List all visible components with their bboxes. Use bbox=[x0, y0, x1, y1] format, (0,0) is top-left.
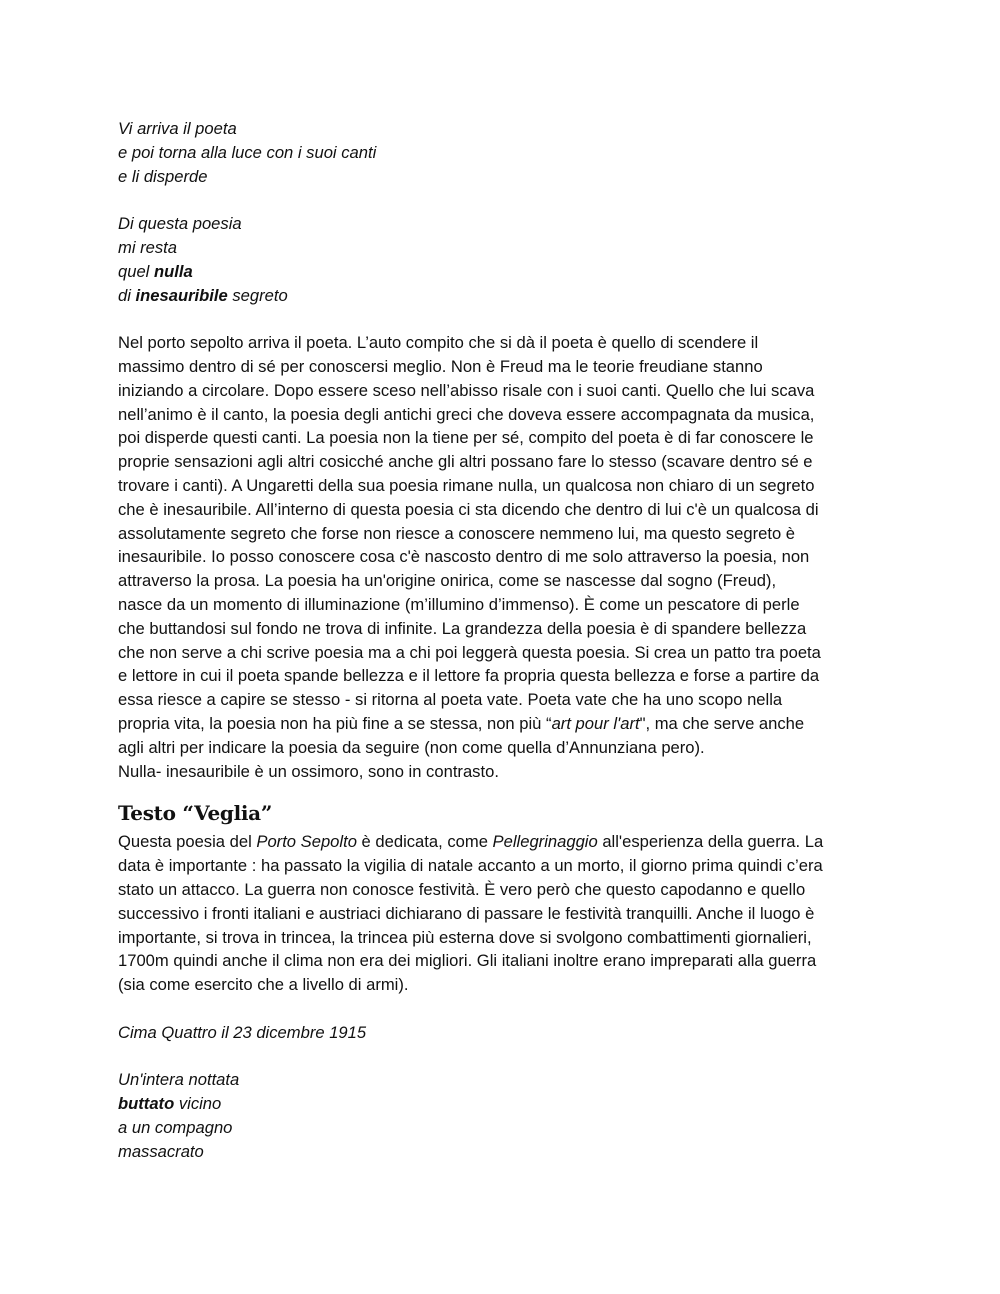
poem-dateline bbox=[118, 1021, 888, 1045]
text-line: importante, si trova in trincea, la trincea più esterna dove si svolgono combattimenti giornalieri, bbox=[118, 927, 812, 947]
text-line: attraverso la prosa. La poesia ha un'origine onirica, come se nascesse dal sogno (Freud), bbox=[118, 571, 777, 591]
text-run: propria vita, la poesia non ha più fine a se stessa, non più “ bbox=[118, 713, 552, 733]
dateline-text: Cima Quattro il 23 dicembre 1915 bbox=[118, 1022, 367, 1042]
text-line: nell’animo è il canto, la poesia degli antichi greci che doveva essere accompagnata da musica, bbox=[118, 404, 815, 424]
text-line: e lettore in cui il poeta spande bellezza e il lettore fa propria questa bellezza e forse a partire da bbox=[118, 666, 820, 686]
document-page bbox=[118, 117, 888, 1187]
text-line: che è inesauribile. All’interno di questa poesia ci sta dicendo che dentro di lui c'è un qualcosa di bbox=[118, 499, 819, 519]
text-line: stato un attacco. La guerra non conosce festività. È vero però che questo capodanno e quello bbox=[118, 879, 806, 899]
text-run: quel bbox=[118, 261, 154, 281]
text-run: segreto bbox=[227, 285, 288, 305]
poem-line: e li disperde bbox=[118, 166, 208, 186]
text-line: successivo i fronti italiani e austriaci dichiarano di passare le festività tranquilli. Anche il luogo è bbox=[118, 903, 815, 923]
poem-line: Vi arriva il poeta bbox=[118, 119, 237, 138]
commentary-paragraph-1 bbox=[118, 331, 888, 783]
text-run: vicino bbox=[174, 1094, 222, 1114]
text-line: nasce da un momento di illuminazione (m’illumino d’immenso). È come un pescatore di perle bbox=[118, 594, 800, 614]
text-line: inesauribile. Io posso conoscere cosa c'è nascosto dentro di me solo attraverso la poesia, non bbox=[118, 547, 810, 567]
text-line bbox=[118, 830, 888, 854]
poem-line: a un compagno bbox=[118, 1117, 233, 1137]
text-line: massimo dentro di sé per conoscersi meglio. Non è Freud ma le teorie freudiane stanno bbox=[118, 356, 763, 376]
text-line: Nulla- inesauribile è un ossimoro, sono in contrasto. bbox=[118, 761, 499, 781]
poem-line bbox=[118, 284, 888, 308]
text-run: ", ma che serve anche bbox=[639, 713, 805, 733]
bold-word: nulla bbox=[153, 261, 193, 281]
bold-word: inesauribile bbox=[135, 285, 228, 305]
poem-line: mi resta bbox=[118, 237, 178, 257]
text-line: iniziando a circolare. Dopo essere sceso nell’abisso risale con i suoi canti. Quello che lui scava bbox=[118, 380, 815, 400]
text-line bbox=[118, 712, 888, 736]
text-line: essa riesce a capire se stesso - si ritorna al poeta vate. Poeta vate che ha uno scopo nella bbox=[118, 690, 783, 710]
text-line: che buttandosi sul fondo ne trova di infinite. La grandezza della poesia è di spandere bellezza bbox=[118, 618, 807, 638]
text-line: poi disperde questi canti. La poesia non la tiene per sé, compito del poeta è di far conoscere le bbox=[118, 428, 814, 448]
poem-line: Un'intera nottata bbox=[118, 1070, 240, 1090]
text-line: (sia come esercito che a livello di armi). bbox=[118, 975, 409, 995]
blank-line bbox=[118, 997, 888, 1021]
italic-title: Porto Sepolto bbox=[256, 832, 357, 852]
poem-line bbox=[118, 260, 888, 284]
section-heading: Testo “Veglia” bbox=[118, 801, 273, 826]
bold-word: buttato bbox=[118, 1094, 175, 1114]
text-line: agli altri per indicare la poesia da seguire (non come quella d’Annunziana pero). bbox=[118, 737, 705, 757]
text-run: all'esperienza della guerra. La bbox=[597, 832, 824, 852]
text-line: data è importante : ha passato la vigilia di natale accanto a un morto, il giorno prima quindi c’era bbox=[118, 856, 823, 876]
poem-line: Di questa poesia bbox=[118, 214, 242, 234]
text-run: di bbox=[118, 285, 136, 305]
poem-stanza-2 bbox=[118, 212, 888, 307]
poem-line: e poi torna alla luce con i suoi canti bbox=[118, 142, 377, 162]
text-line: proprie sensazioni agli altri cosicché anche gli altri possano fare lo stesso (scavare dentro sé e bbox=[118, 452, 813, 472]
text-line: trovare i canti). A Ungaretti della sua poesia rimane nulla, un qualcosa non chiaro di un segreto bbox=[118, 475, 815, 495]
poem-stanza-1 bbox=[118, 117, 888, 188]
commentary-paragraph-2 bbox=[118, 830, 888, 997]
italic-title: Pellegrinaggio bbox=[492, 832, 598, 852]
text-line: Nel porto sepolto arriva il poeta. L’auto compito che si dà il poeta è quello di scendere il bbox=[118, 333, 759, 353]
text-line: assolutamente segreto che forse non riesce a conoscere nemmeno lui, ma questo segreto è bbox=[118, 523, 796, 543]
poem-line: massacrato bbox=[118, 1141, 204, 1161]
poem-stanza-3 bbox=[118, 1068, 888, 1163]
text-line: che non serve a chi scrive poesia ma a chi poi leggerà questa poesia. Si crea un patto tra poeta bbox=[118, 642, 821, 662]
italic-phrase: art pour l'art bbox=[551, 713, 640, 733]
text-run: è dedicata, come bbox=[356, 832, 493, 852]
text-line: 1700m quindi anche il clima non era dei migliori. Gli italiani inoltre erano impreparati alla guerra bbox=[118, 951, 817, 971]
poem-line bbox=[118, 1092, 888, 1116]
text-run: Questa poesia del bbox=[118, 832, 257, 852]
